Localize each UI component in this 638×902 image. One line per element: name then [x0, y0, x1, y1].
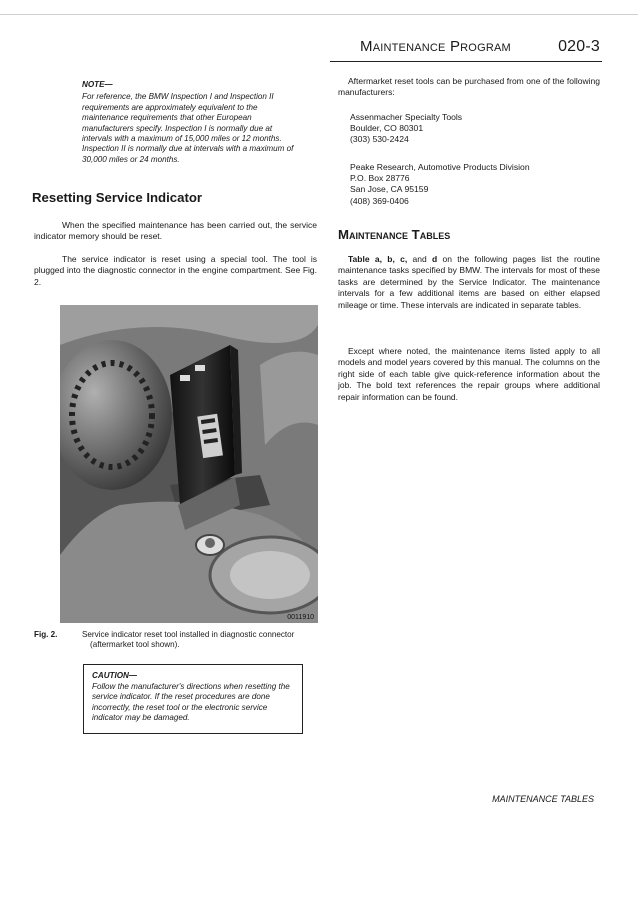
paragraph-special-tool: The service indicator is reset using a special tool. The tool is plugged into the diagnostic connector in the engine compartment. See Fig. 2. [34, 254, 317, 287]
manufacturer-po-box: P.O. Box 28776 [350, 173, 410, 184]
caution-title: CAUTION— [92, 671, 137, 680]
paragraph-tables-intro: Table a, b, c, and d on the following pages list the routine maintenance tasks specified by BMW. The intervals for most of these tasks are determined by the Service Indicator. The maintenance intervals for a few additional items are based on either elapsed mileage or time. These intervals are indicated in separate tables. [338, 254, 601, 310]
note-box [82, 80, 302, 165]
note-title: NOTE— [82, 80, 113, 89]
header-rule [330, 61, 602, 62]
figure-photo [60, 305, 318, 623]
caution-body: Follow the manufacturer's directions when resetting the service indicator. If the reset procedures are done incorrectly, the reset tool or the electronic service indicator may be damaged. [92, 682, 290, 722]
figure-caption [34, 630, 319, 650]
table-letters: Table a, b, c, [348, 254, 408, 264]
figure-label: Fig. 2. [34, 630, 58, 639]
manufacturer-name: Assenmacher Specialty Tools [350, 112, 463, 122]
paragraph-reset-intro: When the specified maintenance has been carried out, the service indicator memory should be reset. [34, 220, 317, 242]
page-number: 020-3 [558, 38, 600, 55]
section-heading: Resetting Service Indicator [32, 190, 203, 205]
figure-caption-line2: (aftermarket tool shown). [90, 640, 180, 650]
figure-caption-line1: Service indicator reset tool installed in diagnostic connector [82, 630, 295, 639]
manufacturer-address [350, 162, 530, 207]
tables-heading: Maintenance Tables [338, 227, 451, 242]
header-title: Maintenance Program [360, 38, 511, 55]
figure-code: 0011910 [287, 614, 314, 621]
running-header [360, 38, 600, 55]
manufacturer-city: Boulder, CO 80301 [350, 123, 424, 134]
caution-box [83, 664, 303, 734]
running-footer: MAINTENANCE TABLES [492, 794, 594, 804]
top-edge-line [0, 14, 638, 15]
manufacturer-city: San Jose, CA 95159 [350, 184, 429, 195]
manufacturer-name: Peake Research, Automotive Products Division [350, 162, 530, 172]
paragraph-aftermarket: Aftermarket reset tools can be purchased from one of the following manufacturers: [338, 76, 600, 98]
paragraph-tables-notes: Except where noted, the maintenance items listed apply to all models and model years covered by this manual. The columns on the right side of each table give quick-reference information about the job. The bold text references the repair groups where additional repair information can be found. [338, 346, 600, 402]
manufacturer-address [350, 112, 462, 146]
note-body: For reference, the BMW Inspection I and Inspection II requirements are approximately equivalent to the maintenance requirements that other European manufacturers specify. Inspection I is normally due at intervals with a maximum of 15,000 miles or 12 months. Inspection II is normally due at intervals with a maximum of 30,000 miles or 24 months. [82, 92, 294, 164]
manufacturer-phone: (408) 369-0406 [350, 195, 409, 206]
manufacturer-phone: (303) 530-2424 [350, 134, 409, 145]
figure-photo-illustration [60, 305, 318, 623]
